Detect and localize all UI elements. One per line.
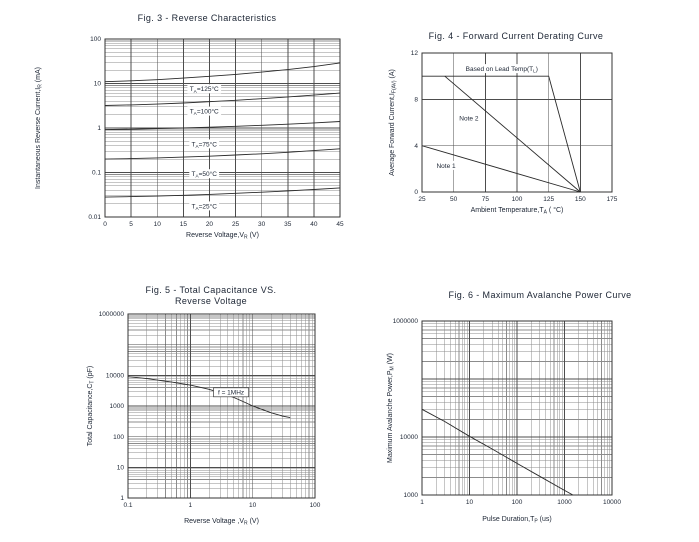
y-tick-label: 1000 [109,403,124,411]
fig5-title-line2: Reverse Voltage [174,296,248,306]
y-axis-title: Average Forward $Current,I_{F(AV)}$ (A) [389,69,398,176]
fig4-title: Fig. 4 - Forward Current Derating Curve [428,31,604,41]
y-tick-label: 100 [90,36,101,44]
y-tick-label: 10000 [105,372,124,380]
x-axis-title: Ambient $Temperature,T_A$ ( °C) [470,207,564,216]
x-tick-label: 10000 [602,499,622,506]
y-tick-label: 12 [410,50,418,58]
annotation-label: Note 2 [459,115,479,123]
annotation-label: Based on Lead $Temp(T_L)$ [465,66,538,74]
x-tick-label: 125 [543,196,555,203]
x-tick-label: 1000 [557,499,572,506]
x-tick-label: 100 [511,196,523,203]
series-curve [105,93,340,105]
annotation-label: $T_A=25^\circ C$ [191,203,217,211]
x-tick-label: 175 [606,196,618,203]
annotation-label: $T_A=50^\circ C$ [191,171,217,179]
x-tick-label: 10 [249,502,257,509]
y-tick-label: 10000 [399,434,418,442]
x-tick-label: 10 [153,221,161,228]
annotation-label: Note 1 [436,162,456,170]
x-tick-label: 20 [205,221,214,228]
y-tick-label: 1000000 [392,318,418,326]
annotation-label: $T_A=125^\circ C$ [189,86,219,94]
annotation-label: f = 1MHz [217,389,245,397]
y-tick-label: 4 [414,142,418,150]
y-tick-label: 100 [113,433,124,441]
y-axis-title: Total $Capacitance,C_T$ (pF) [87,365,96,447]
x-tick-label: 150 [574,196,586,203]
fig6-title: Fig. 6 - Maximum Avalanche Power Curve [448,290,632,300]
x-tick-label: 1 [420,499,424,506]
y-axis-title: Instantaneous Reverse $Current,I_R$ (mA) [35,67,44,189]
x-tick-label: 15 [179,221,187,228]
y-axis-title: Maximum Avalanche $Power,P_M$ (W) [387,353,396,463]
annotation-label: $T_A=100^\circ C$ [189,108,219,117]
x-axis-title: Reverse Voltage $,V_R$ (V) [184,518,259,527]
y-tick-label: 1000 [403,492,418,500]
series-curve [105,149,340,159]
x-tick-label: 5 [129,221,133,228]
fig5-title-line1: Fig. 5 - Total Capacitance VS. [145,285,277,295]
fig5-title [96,285,326,307]
x-tick-label: 100 [511,499,523,506]
fig3-title: Fig. 3 - Reverse Characteristics [137,13,277,23]
x-tick-label: 25 [418,196,426,203]
y-tick-label: 1000000 [98,311,124,319]
x-tick-label: 100 [309,502,321,509]
y-tick-label: 0.1 [91,169,101,177]
series-curve [422,76,580,192]
x-tick-label: 1 [188,502,193,509]
series-curve [105,63,340,82]
x-axis-title: Reverse $Voltage,V_R$ (V) [186,232,259,241]
y-tick-label: 1 [97,125,101,133]
y-tick-label: 0 [414,189,418,197]
series-curve [445,76,581,192]
x-tick-label: 10 [465,499,474,506]
x-tick-label: 0.1 [123,502,133,509]
x-tick-label: 45 [336,221,344,228]
x-tick-label: 75 [481,196,489,203]
y-tick-label: 1 [120,495,124,503]
x-tick-label: 50 [450,196,458,203]
x-tick-label: 30 [258,221,266,228]
x-tick-label: 40 [310,221,318,228]
y-tick-label: 10 [93,80,101,88]
y-tick-label: 0.01 [88,214,101,222]
x-tick-label: 25 [231,221,240,228]
x-tick-label: 35 [284,221,292,228]
y-tick-label: 8 [414,96,418,104]
y-tick-label: 10 [116,464,124,472]
x-axis-title: Pulse $Duration,T_P$ (us) [482,516,552,525]
fig6-chart [380,308,645,538]
x-tick-label: 0 [103,221,107,228]
fig3-chart [30,30,375,248]
fig5-chart [58,305,338,535]
fig4-chart [385,45,635,220]
annotation-label: $T_A=75^\circ C$ [191,141,217,149]
